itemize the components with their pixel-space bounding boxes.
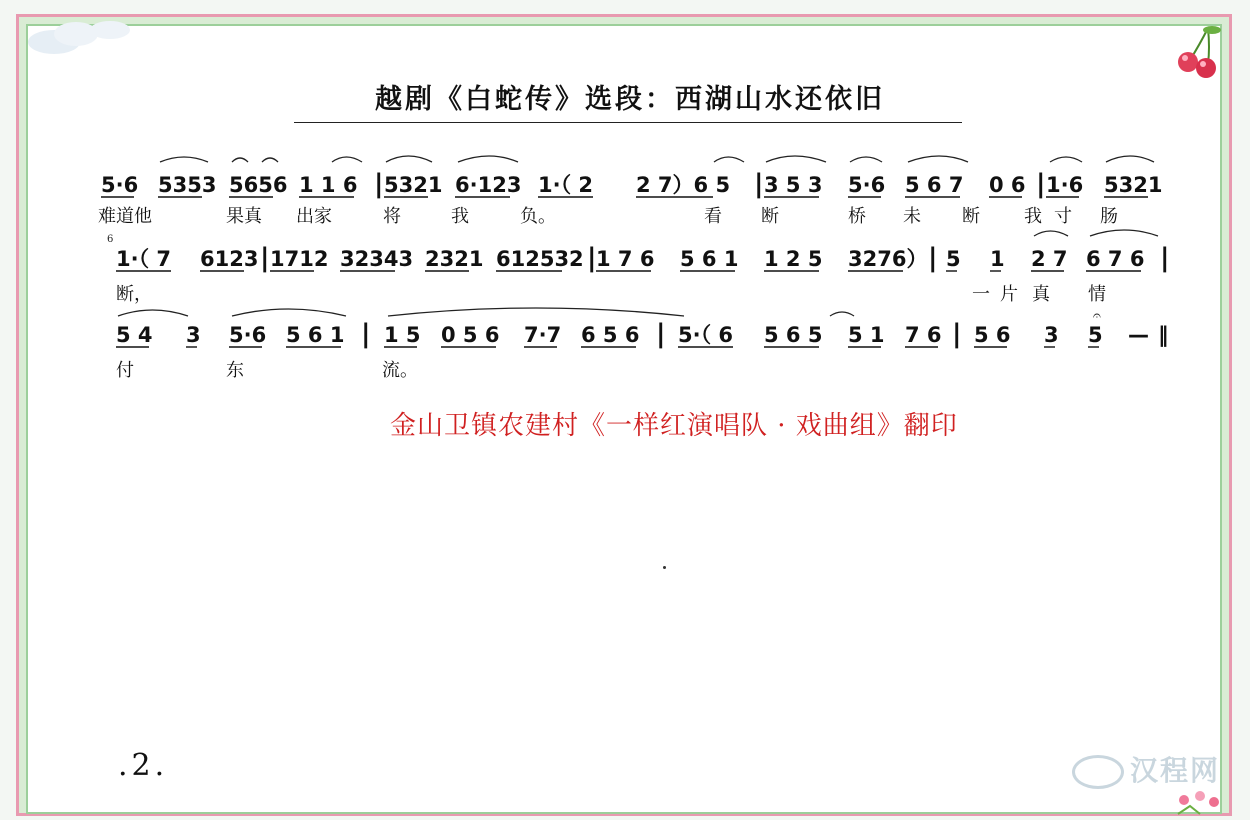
note-group: 6·123 [455,173,522,197]
note-group: 1 7 6 [596,247,655,271]
note-group: 5·6 [101,173,139,197]
note-group: 2 7 [1031,247,1068,271]
note-group: 1 2 5 [764,247,823,271]
note-group: 3 [1044,323,1059,347]
jianpu-score [0,0,1250,400]
lyric: 肠 [1100,206,1118,227]
fermata-icon: 𝄐 [1093,308,1101,324]
watermark-text: 汉程网 [1130,754,1221,787]
note-group: 1·（ 2 [538,173,594,197]
note-group: 6123 [200,247,259,271]
note-group: 5·（ 6 [678,323,734,347]
note-group: 5 [1088,323,1103,347]
note-group: 3 [186,323,201,347]
note-group: 1 5 [384,323,421,347]
flower-decoration-icon [1170,786,1230,816]
score-line-3 [116,319,1169,381]
note-group: 7 6 [905,323,942,347]
barline: | [928,243,938,273]
note-group: 6 5 6 [581,323,640,347]
lyric: 将 [383,206,401,227]
note-group: 1·6 [1046,173,1084,197]
lyric: 我 [1024,206,1042,227]
note-group: 5321 [1104,173,1163,197]
print-credit: 金山卫镇农建村《一样红演唱队 · 戏曲组》翻印 [390,411,958,441]
page-title: 越剧《白蛇传》选段：西湖山水还依旧 [375,84,885,115]
lyric: 难道他 [98,206,152,227]
note-group: 5 6 1 [680,247,739,271]
note-group: 2321 [425,247,484,271]
note-group: 2 7）6 5 [636,173,731,197]
lyric: 我 [451,206,469,227]
lyric: 付 [116,360,134,381]
lyric: 看 [704,206,722,227]
note-group: 5 4 [116,323,153,347]
note-group: 5 6 1 [286,323,345,347]
note-group: — [1128,323,1149,347]
lyric: 未 [903,206,921,227]
lyric: 果真 [226,206,262,227]
note-group: 1·（ 7 [116,247,172,271]
lyric: 情 [1088,284,1106,305]
barline: | [1160,243,1170,273]
note-group: 1 [990,247,1005,271]
lyric: 流。 [382,360,418,381]
lyric: 真 [1032,284,1050,305]
grace-note: 6 [107,234,114,245]
note-group: 5 6 [974,323,1011,347]
note-group: 5 6 5 [764,323,823,347]
barline: | [260,243,270,273]
watermark-logo-icon [1072,755,1124,789]
note-group: 3276） [848,247,928,271]
lyric: 断 [962,206,980,227]
note-group: 5 1 [848,323,885,347]
lyric: 片 [1000,284,1018,305]
lyric: 出家 [296,206,332,227]
note-group: 5321 [384,173,443,197]
lyric: 一 [972,284,990,305]
score-line-2 [116,243,1170,305]
score-line-1 [98,169,1162,227]
barline: | [754,169,764,199]
note-group: 6 7 6 [1086,247,1145,271]
barline: | [1036,169,1046,199]
barline: | [587,243,597,273]
note-group: 5·6 [848,173,886,197]
note-group: 1712 [270,247,329,271]
note-group: 7·7 [524,323,562,347]
lyric: 寸 [1054,206,1072,227]
lyric: 断 [761,206,779,227]
note-group: 5·6 [229,323,267,347]
note-group: 3 5 3 [764,173,823,197]
stray-mark [663,566,666,569]
note-group: 5656 [229,173,288,197]
barline: | [656,319,666,349]
note-group: 5353 [158,173,217,197]
lyric: 桥 [848,206,866,227]
note-group: 612532 [496,247,584,271]
note-group: 0 5 6 [441,323,500,347]
barline: | [374,169,384,199]
note-group: 0 6 [989,173,1026,197]
barline: | [952,319,962,349]
lyric: 断， [116,284,152,305]
lyric: 负。 [520,206,556,227]
note-group: ‖ [1158,323,1169,347]
barline: | [361,319,371,349]
note-group: 5 6 7 [905,173,964,197]
note-group: 1 1 6 [299,173,358,197]
page-number: .2. [118,748,169,783]
note-group: 32343 [340,247,414,271]
lyric: 东 [226,360,244,381]
note-group: 5 [946,247,961,271]
